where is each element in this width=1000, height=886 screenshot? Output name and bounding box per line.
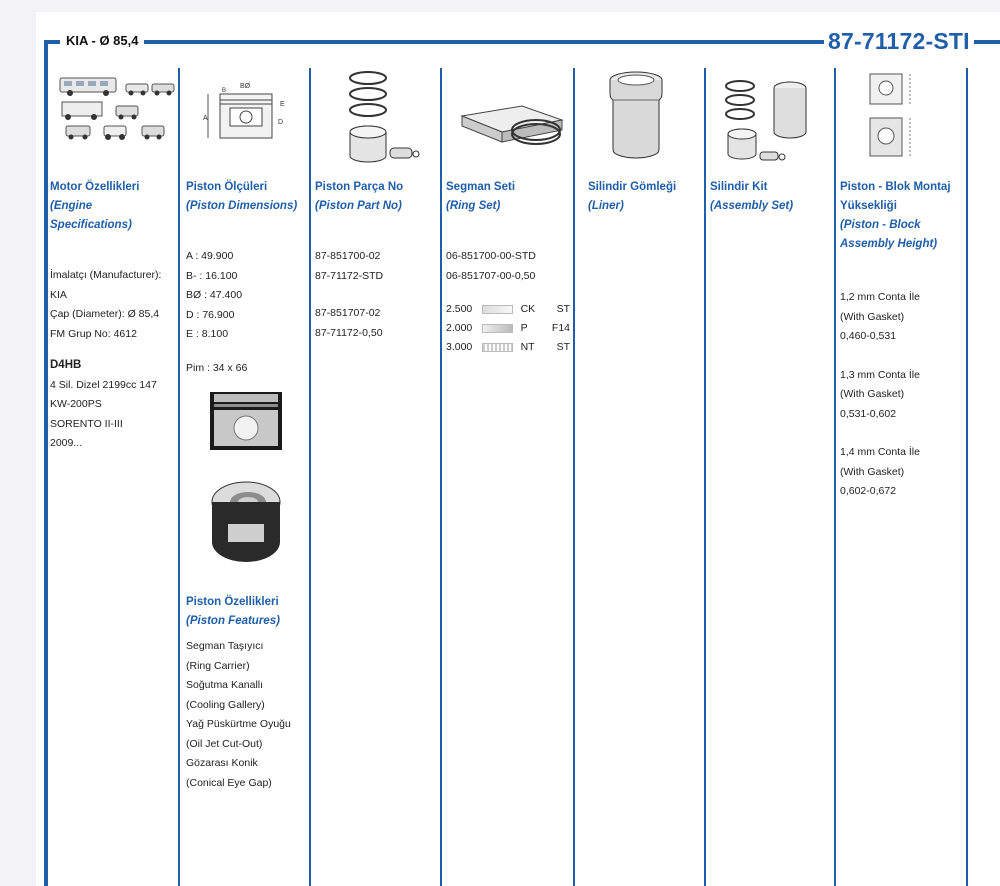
- piston-part-no-subtitle: (Piston Part No): [315, 200, 402, 212]
- piston-dimensions-column: [186, 178, 306, 378]
- engine-specs-subtitle: (Engine Specifications): [50, 200, 132, 231]
- part-number: 87-71172-0,50: [315, 326, 383, 339]
- ring-finish: ST: [556, 341, 570, 353]
- engine-detail-line: SORENTO II-III: [50, 417, 123, 430]
- column-divider: [178, 68, 180, 886]
- dimension-line: D : 76.900: [186, 308, 235, 321]
- ring-set-code: 06-851707-00-0,50: [446, 269, 536, 282]
- column-divider: [834, 68, 836, 886]
- ring-set-title: Segman Seti: [446, 181, 516, 193]
- feature-line: (Ring Carrier): [186, 659, 250, 672]
- feature-line: (Oil Jet Cut-Out): [186, 737, 263, 750]
- assembly-height-subtitle: Assembly Height): [840, 238, 938, 250]
- ring-swatch: [482, 305, 513, 314]
- column-divider: [966, 68, 968, 886]
- cylinder-liner-icon: [604, 70, 668, 166]
- svg-text:E: E: [280, 101, 285, 108]
- engine-specs-title: Motor Özellikleri: [50, 181, 140, 193]
- engine-spec-line: KIA: [50, 288, 67, 301]
- gasket-note: (With Gasket): [840, 310, 905, 323]
- ring-type: NT: [520, 341, 535, 353]
- dimension-line: A : 49.900: [186, 250, 234, 262]
- assembly-set-subtitle: (Assembly Set): [710, 200, 794, 212]
- piston-with-rings-icon: [342, 70, 422, 166]
- header-rule: [44, 40, 824, 44]
- piston-top-photo-icon: [208, 478, 284, 566]
- ring-swatch: [482, 324, 513, 333]
- engine-specs-column: [50, 178, 176, 454]
- feature-line: Yağ Püskürtme Oyuğu: [186, 718, 291, 730]
- svg-text:B: B: [222, 88, 227, 94]
- feature-line: (Conical Eye Gap): [186, 776, 272, 789]
- column-divider: [440, 68, 442, 886]
- header-part-number: 87-71172-STI: [824, 28, 974, 55]
- gasket-label: 1,3 mm Conta İle: [840, 368, 920, 381]
- feature-line: Soğutma Kanallı: [186, 679, 264, 691]
- feature-line: Segman Taşıyıcı: [186, 640, 264, 652]
- ring-swatch: [482, 343, 513, 352]
- liner-title: Silindir Gömleği: [588, 181, 677, 193]
- piston-part-no-title: Piston Parça No: [315, 181, 404, 193]
- pin-size: Pim : 34 x 66: [186, 361, 248, 374]
- engine-spec-line: İmalatçı (Manufacturer):: [50, 269, 162, 281]
- cylinder-kit-icon: [722, 76, 814, 168]
- ring-thickness: 3.000: [446, 341, 473, 353]
- piston-part-no-column: [315, 178, 437, 343]
- ring-type: CK: [520, 303, 536, 315]
- ring-thickness: 2.000: [446, 322, 473, 334]
- engine-detail-line: KW-200PS: [50, 398, 102, 410]
- assembly-height-column: [840, 178, 964, 502]
- engine-detail-line: 4 Sil. Dizel 2199cc 147: [50, 378, 157, 391]
- ring-spec-row: [446, 338, 570, 357]
- engine-spec-line: Çap (Diameter): Ø 85,4: [50, 308, 160, 320]
- assembly-set-column: [710, 178, 832, 216]
- assembly-set-title: Silindir Kit: [710, 181, 768, 193]
- dimension-line: E : 8.100: [186, 328, 229, 340]
- height-range: 0,602-0,672: [840, 485, 897, 497]
- liner-subtitle: (Liner): [588, 200, 624, 212]
- ring-set-icon: [456, 96, 566, 150]
- engine-spec-line: FM Grup No: 4612: [50, 327, 137, 340]
- piston-features-title: Piston Özellikleri: [186, 596, 279, 608]
- ring-spec-row: [446, 319, 570, 338]
- dimension-line: BØ : 47.400: [186, 289, 243, 301]
- part-number: 87-851700-02: [315, 250, 381, 262]
- left-border: [44, 40, 48, 886]
- block-height-diagram-icon: [864, 70, 928, 166]
- engine-code: D4HB: [50, 359, 82, 371]
- gasket-note: (With Gasket): [840, 388, 905, 400]
- ring-set-code: 06-851700-00-STD: [446, 250, 536, 262]
- column-divider: [704, 68, 706, 886]
- piston-dimensions-title: Piston Ölçüleri: [186, 181, 268, 193]
- assembly-height-title: Yüksekliği: [840, 200, 897, 212]
- feature-line: (Cooling Gallery): [186, 698, 265, 711]
- svg-text:BØ: BØ: [240, 83, 251, 90]
- engine-detail-line: 2009...: [50, 437, 83, 449]
- ring-set-column: [446, 178, 570, 357]
- ring-set-subtitle: (Ring Set): [446, 200, 501, 212]
- column-divider: [309, 68, 311, 886]
- dimension-line: B- : 16.100: [186, 269, 238, 282]
- gasket-note: (With Gasket): [840, 465, 905, 478]
- header-engine-label: KIA - Ø 85,4: [60, 33, 144, 48]
- svg-text:D: D: [278, 119, 284, 126]
- part-number: 87-71172-STD: [315, 269, 384, 282]
- column-divider: [573, 68, 575, 886]
- piston-features-subtitle: (Piston Features): [186, 615, 280, 627]
- piston-dimensions-subtitle: (Piston Dimensions): [186, 200, 298, 212]
- feature-line: Gözarası Konik: [186, 757, 258, 769]
- ring-spec-row: [446, 300, 570, 319]
- ring-finish: F14: [551, 322, 570, 334]
- piston-side-photo-icon: [208, 390, 284, 452]
- height-range: 0,531-0,602: [840, 407, 897, 420]
- ring-type: P: [520, 322, 528, 334]
- assembly-height-title: Piston - Blok Montaj: [840, 181, 951, 193]
- ring-finish: ST: [556, 303, 570, 315]
- gasket-label: 1,2 mm Conta İle: [840, 291, 920, 303]
- liner-column: [588, 178, 700, 216]
- ring-thickness: 2.500: [446, 303, 473, 315]
- vehicles-icon: [58, 74, 176, 144]
- part-number: 87-851707-02: [315, 307, 381, 319]
- assembly-height-subtitle: (Piston - Block: [840, 219, 921, 231]
- piston-dimension-diagram-icon: [200, 80, 296, 150]
- height-range: 0,460-0,531: [840, 330, 897, 342]
- gasket-label: 1,4 mm Conta İle: [840, 446, 920, 458]
- svg-text:A: A: [203, 115, 208, 122]
- piston-features-block: [186, 593, 306, 793]
